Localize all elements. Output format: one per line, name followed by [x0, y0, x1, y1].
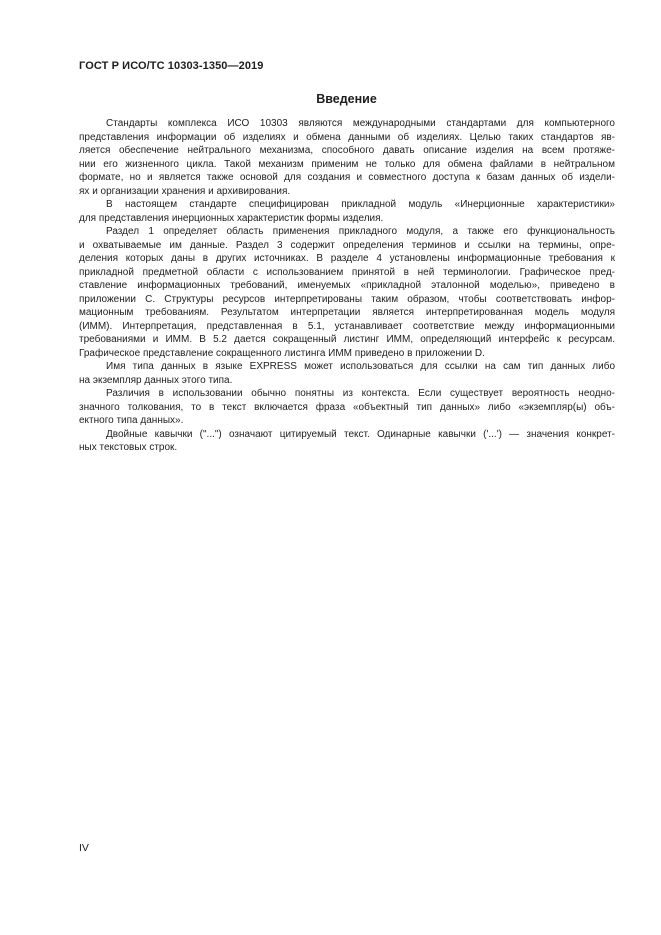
- text-line: представления информации об изделиях и обмена данными об изделиях. Целью таких стандартов яв-: [79, 131, 615, 143]
- text-line: Графическое представление сокращенного листинга ИММ приведено в приложении D.: [79, 347, 485, 359]
- text-line: для представления инерционных характеристик формы изделия.: [79, 212, 384, 224]
- text-line: Имя типа данных в языке EXPRESS может использоваться для ссылки на сам тип данных либо: [106, 361, 615, 372]
- text-line: мационным требованиям. Результатом интерпретации является интерпретированная модель модуля: [79, 307, 615, 318]
- text-line: деления которых даны в других источниках. В разделе 4 установлены информационные требования к: [79, 253, 615, 264]
- text-line: (ИММ). Интерпретация, представленная в 5.1, устанавливает соответствие между информационными: [79, 320, 615, 332]
- text-line: Стандарты комплекса ИСО 10303 являются международными стандартами для компьютерного: [106, 118, 615, 129]
- text-line: требованиями и ИММ. В 5.2 дается сокращенный листинг ИММ, определяющий интерфейс к ресурсам.: [79, 334, 615, 345]
- text-line: ектного типа данных».: [79, 415, 184, 426]
- text-line: В настоящем стандарте специфицирован прикладной модуль «Инерционные характеристики»: [106, 199, 615, 210]
- text-line: Двойные кавычки ("...") означают цитируемый текст. Одинарные кавычки ('...') — значения конкрет-: [106, 428, 615, 440]
- document-header: ГОСТ Р ИСО/ТС 10303-1350—2019: [79, 60, 264, 72]
- text-line: Различия в использовании обычно понятны из контекста. Если существует вероятность неодно-: [106, 388, 615, 399]
- text-line: формате, но и является также основой для создания и совместного доступа к базам данных об издели-: [79, 172, 615, 183]
- text-line: прикладной предметной области с использованием принятой в ней терминологии. Графическое пред-: [79, 266, 615, 278]
- text-line: ляется обеспечение нейтрального механизма, способного давать описание изделия на всем протяже-: [79, 145, 615, 156]
- text-line: на экземпляр данных этого типа.: [79, 374, 233, 386]
- text-line: и охватываемые им данные. Раздел 3 содержит определения терминов и ссылки на термины, опре-: [79, 239, 615, 251]
- text-line: приложении С. Структуры ресурсов интерпретированы таким образом, чтобы соответствовать инфор-: [79, 293, 615, 305]
- text-line: ных текстовых строк.: [79, 442, 178, 453]
- text-line: нии его жизненного цикла. Такой механизм применим не только для обмена файлами в нейтральном: [79, 158, 615, 170]
- text-line: значного толкования, то в текст включается фраза «объектный тип данных» либо «экземпляр(ы) объ-: [79, 401, 615, 413]
- text-line: ставление информационных требований, именуемых «прикладной эталонной моделью», приведено в: [79, 280, 615, 291]
- body-text: [79, 117, 615, 455]
- text-line: Раздел 1 определяет область применения прикладного модуля, а также его функциональность: [106, 226, 615, 237]
- page-number: IV: [79, 842, 89, 854]
- section-title: Введение: [316, 92, 377, 106]
- text-line: ях и организации хранения и архивирования.: [79, 185, 291, 197]
